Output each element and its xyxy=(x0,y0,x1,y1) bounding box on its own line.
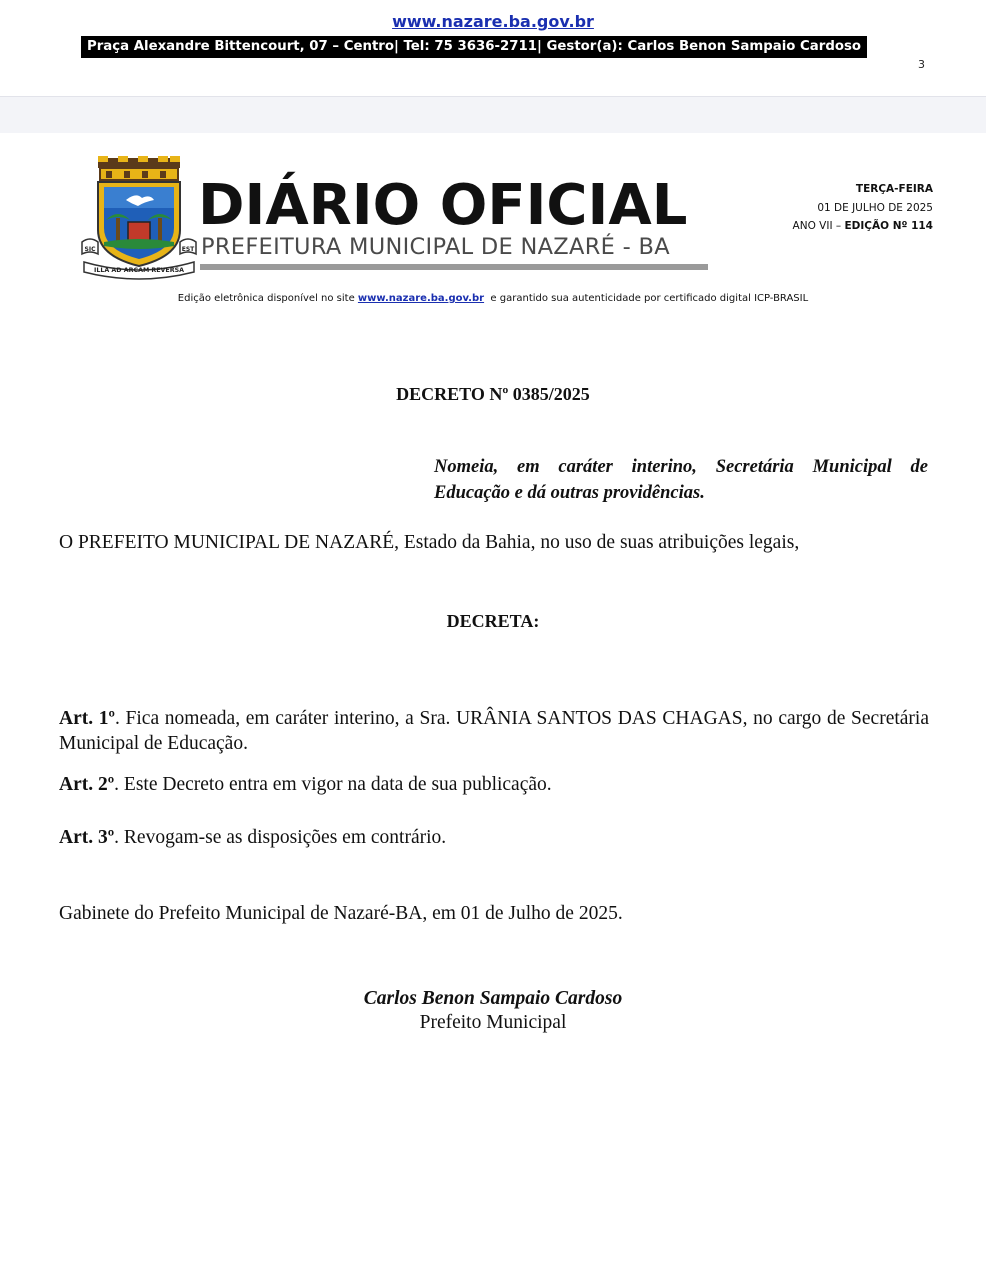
article-2 xyxy=(59,772,929,797)
crest-motto: ILLA AD ARCAM REVERSA xyxy=(94,267,184,274)
article-2-text: . Este Decreto entra em vigor na data de sua publicação. xyxy=(114,774,552,795)
issue-info xyxy=(793,180,933,236)
issue-year: ANO VII – xyxy=(792,220,845,232)
note-suffix: e garantido sua autenticidade por certificado digital ICP-BRASIL xyxy=(484,293,809,304)
closing-statement: Gabinete do Prefeito Municipal de Nazaré-BA, em 01 de Julho de 2025. xyxy=(59,903,623,924)
article-1-line1 xyxy=(59,706,929,731)
issue-date: 01 DE JULHO DE 2025 xyxy=(817,201,933,214)
note-site-link[interactable]: www.nazare.ba.gov.br xyxy=(357,293,485,304)
issue-edition xyxy=(793,217,933,236)
decreta-heading: DECRETA: xyxy=(446,611,540,631)
newspaper-title: DIÁRIO OFICIAL xyxy=(198,173,688,238)
article-3 xyxy=(59,825,929,850)
issue-weekday: TERÇA-FEIRA xyxy=(855,183,933,195)
newspaper-subtitle: PREFEITURA MUNICIPAL DE NAZARÉ - BA xyxy=(201,234,670,260)
decree-summary xyxy=(434,454,928,506)
note-prefix: Edição eletrônica disponível no site xyxy=(177,293,358,304)
article-1-label: Art. 1º xyxy=(59,708,115,729)
article-3-text: . Revogam-se as disposições em contrário. xyxy=(114,827,447,848)
page-separator xyxy=(0,96,986,133)
municipal-crest-icon xyxy=(80,156,198,280)
page-number: 3 xyxy=(918,58,925,71)
decree-preamble: O PREFEITO MUNICIPAL DE NAZARÉ, Estado da Bahia, no uso de suas atribuições legais, xyxy=(59,532,800,553)
article-1 xyxy=(59,706,929,756)
decree-summary-line2: Educação e dá outras providências. xyxy=(434,483,705,503)
article-2-label: Art. 2º xyxy=(59,774,115,795)
article-3-label: Art. 3º xyxy=(59,827,115,848)
issue-edition-number: EDIÇÃO Nº 114 xyxy=(844,220,933,232)
crest-left-label: SIC xyxy=(84,246,96,253)
signature-role: Prefeito Municipal xyxy=(419,1012,567,1033)
crest-right-label: EST xyxy=(181,246,195,253)
signature-name: Carlos Benon Sampaio Cardoso xyxy=(363,988,623,1009)
contact-bar: Praça Alexandre Bittencourt, 07 – Centro| Tel: 75 3636-2711| Gestor(a): Carlos Benon Sampaio Cardoso xyxy=(81,36,867,58)
decree-title: DECRETO Nº 0385/2025 xyxy=(396,384,590,404)
site-url-link[interactable]: www.nazare.ba.gov.br xyxy=(392,12,594,31)
article-1-text: . Fica nomeada, em caráter interino, a Sra. URÂNIA SANTOS DAS CHAGAS, no cargo de Secretária xyxy=(114,708,929,729)
article-1-line2: Municipal de Educação. xyxy=(59,733,248,754)
decree-summary-line1: Nomeia, em caráter interino, Secretária Municipal de xyxy=(434,457,928,477)
authenticity-note xyxy=(0,293,986,304)
title-underline xyxy=(200,264,708,270)
